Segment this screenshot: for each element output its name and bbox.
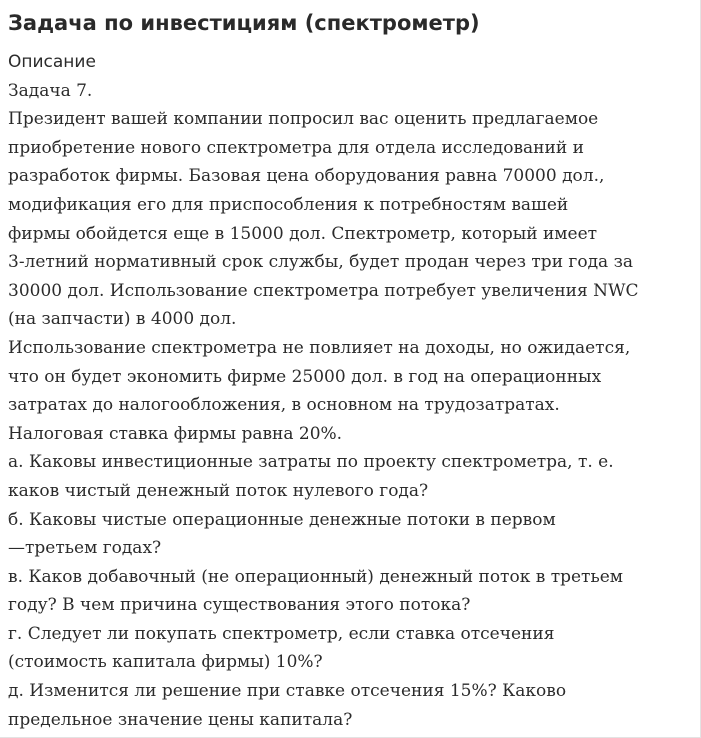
text-line: модификация его для приспособления к потребностям вашей bbox=[8, 194, 569, 215]
text-line: Использование спектрометра не повлияет на доходы, но ожидается, bbox=[8, 337, 631, 358]
page-title: Задача по инвестициям (спектрометр) bbox=[8, 11, 480, 35]
text-line: Налоговая ставка фирмы равна 20%. bbox=[8, 423, 343, 444]
question-c-line: году? В чем причина существования этого потока? bbox=[8, 595, 471, 616]
task-label: Задача 7. bbox=[8, 80, 93, 101]
question-c-line: в. Каков добавочный (не операционный) денежный поток в третьем bbox=[8, 566, 623, 587]
question-b-line: б. Каковы чистые операционные денежные потоки в первом bbox=[8, 509, 556, 530]
text-line: (на запчасти) в 4000 дол. bbox=[8, 309, 237, 330]
question-e-line: д. Изменится ли решение при ставке отсечения 15%? Каково bbox=[8, 681, 567, 702]
question-b-line: —третьем годах? bbox=[8, 538, 162, 559]
text-line: 3-летний нормативный срок службы, будет продан через три года за bbox=[8, 252, 633, 273]
task-description bbox=[8, 48, 692, 734]
text-line: Президент вашей компании попросил вас оценить предлагаемое bbox=[8, 109, 599, 130]
text-line: приобретение нового спектрометра для отдела исследований и bbox=[8, 137, 584, 158]
question-a-line: каков чистый денежный поток нулевого года? bbox=[8, 480, 429, 501]
section-label: Описание bbox=[8, 52, 96, 72]
text-line: что он будет экономить фирме 25000 дол. в год на операционных bbox=[8, 366, 602, 387]
question-a-line: а. Каковы инвестиционные затраты по проекту спектрометра, т. е. bbox=[8, 452, 614, 473]
text-line: затратах до налогообложения, в основном на трудозатратах. bbox=[8, 395, 560, 416]
text-line: фирмы обойдется еще в 15000 дол. Спектрометр, который имеет bbox=[8, 223, 598, 244]
question-d-line: г. Следует ли покупать спектрометр, если ставка отсечения bbox=[8, 623, 555, 644]
text-line: 30000 дол. Использование спектрометра потребует увеличения NWC bbox=[8, 280, 639, 301]
question-d-line: (стоимость капитала фирмы) 10%? bbox=[8, 652, 323, 673]
question-e-line: предельное значение цены капитала? bbox=[8, 709, 353, 730]
text-line: разработок фирмы. Базовая цена оборудования равна 70000 дол., bbox=[8, 166, 605, 187]
